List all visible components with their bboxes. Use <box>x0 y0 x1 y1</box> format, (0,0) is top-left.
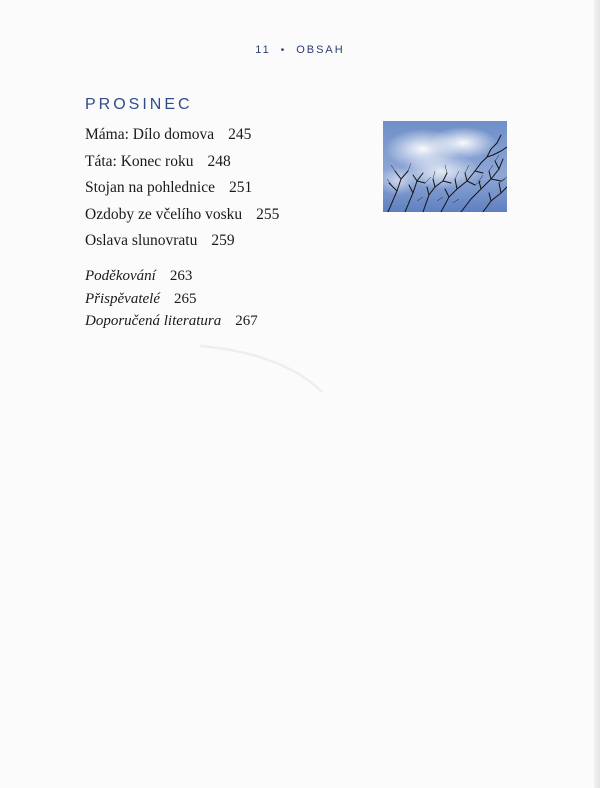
entry-page: 255 <box>256 205 280 223</box>
section-name: OBSAH <box>296 44 345 56</box>
back-matter-page: 263 <box>169 268 193 284</box>
entry-title: Táta: Konec roku <box>85 152 194 170</box>
back-matter-title: Doporučená literatura <box>85 313 222 329</box>
separator-dot: • <box>280 45 287 56</box>
entry-title: Ozdoby ze včelího vosku <box>85 205 243 223</box>
entry-page: 245 <box>228 126 252 143</box>
page-number: 11 <box>255 44 271 56</box>
entry-page: 248 <box>207 152 231 170</box>
back-matter-page: 265 <box>173 290 197 307</box>
back-matter-page: 267 <box>235 313 258 329</box>
month-heading: PROSINEC <box>85 96 193 113</box>
entry-title: Stojan na pohlednice <box>85 179 215 196</box>
entry-page: 259 <box>211 232 235 249</box>
entry-title: Oslava slunovratu <box>85 232 198 249</box>
entry-page: 251 <box>229 179 253 196</box>
entry-title: Máma: Dílo domova <box>85 126 215 143</box>
back-matter-title: Přispěvatelé <box>85 290 160 307</box>
back-matter-title: Poděkování <box>85 268 156 284</box>
